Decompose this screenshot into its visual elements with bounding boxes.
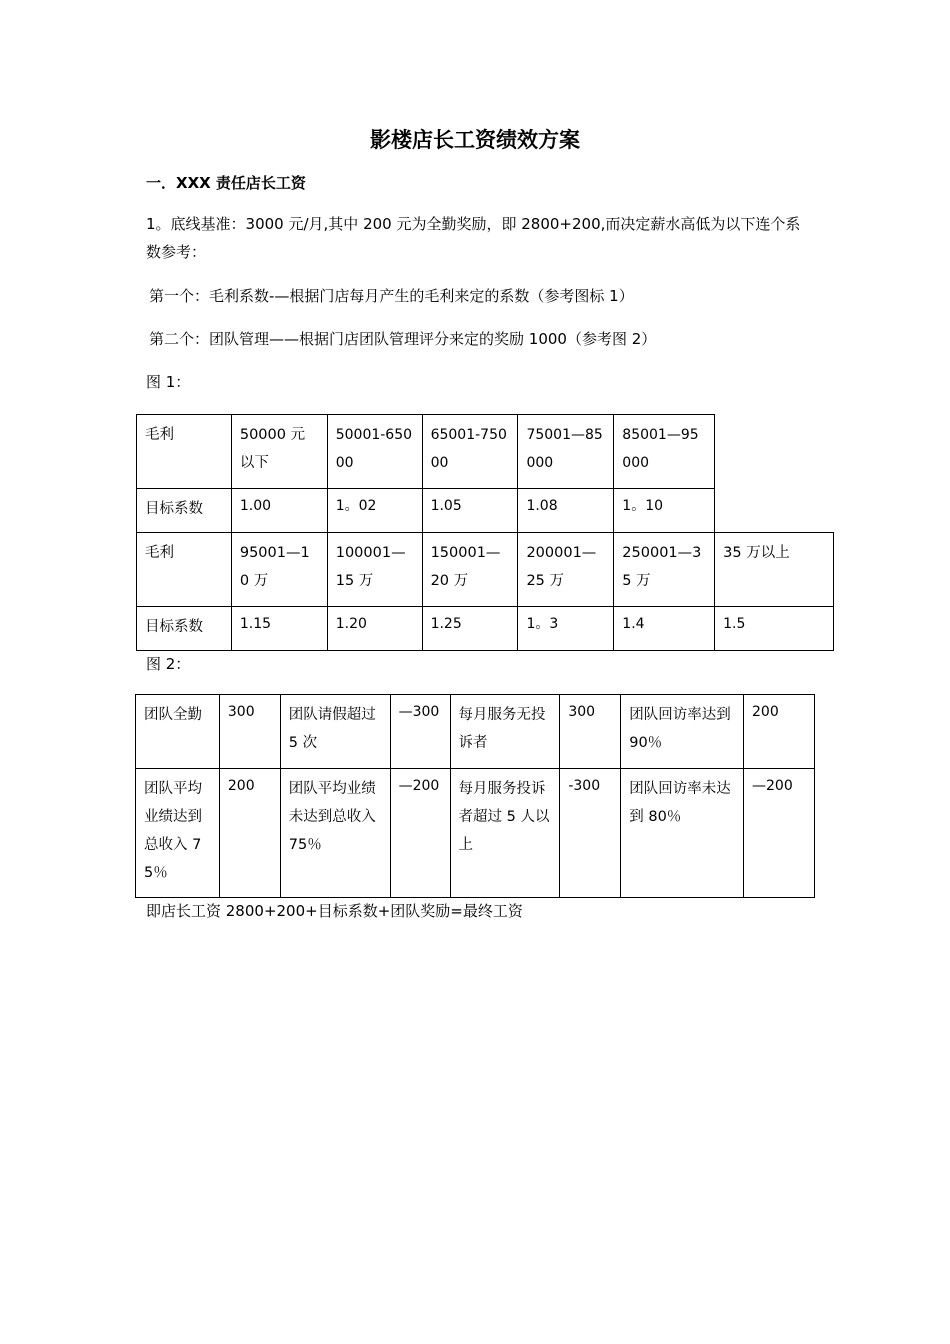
table-cell: 1.4 <box>614 607 715 651</box>
table-cell: 团队回访率达到 90％ <box>621 695 744 769</box>
table-cell: 85001—95000 <box>614 415 715 489</box>
table-cell: 毛利 <box>137 533 232 607</box>
table-cell: 团队请假超过 5 次 <box>280 695 390 769</box>
table-row <box>136 695 815 769</box>
table-row <box>137 533 834 607</box>
table-cell: 1。02 <box>327 489 422 533</box>
table-cell: 35 万以上 <box>715 533 834 607</box>
gross-profit-table <box>136 414 834 651</box>
table-cell: 1.08 <box>518 489 614 533</box>
table-cell: 200001—25 万 <box>518 533 614 607</box>
table-cell: 1.00 <box>231 489 327 533</box>
figure-1-label: 图 1： <box>146 373 191 391</box>
table-cell: 65001-75000 <box>422 415 518 489</box>
empty-cell <box>715 415 834 489</box>
table-cell: 200 <box>744 695 815 769</box>
table-cell: 1.20 <box>327 607 422 651</box>
document-title: 影楼店长工资绩效方案 <box>370 127 580 152</box>
table-cell: 目标系数 <box>137 607 232 651</box>
table-row <box>137 415 834 489</box>
table-cell: 1。10 <box>614 489 715 533</box>
section-heading: 一．XXX 责任店长工资 <box>146 174 306 192</box>
table-row <box>137 489 834 533</box>
table-row <box>137 607 834 651</box>
table-cell: 75001—85000 <box>518 415 614 489</box>
table-cell: 1.25 <box>422 607 518 651</box>
table-cell: 100001—15 万 <box>327 533 422 607</box>
table-cell: 150001—20 万 <box>422 533 518 607</box>
table-cell: 每月服务投诉者超过 5 人以上 <box>450 769 560 898</box>
table-cell: 每月服务无投诉者 <box>450 695 560 769</box>
table-cell: 毛利 <box>137 415 232 489</box>
paragraph-base-salary: 1。底线基准：3000 元/月,其中 200 元为全勤奖励，即 2800+200,而决定薪水高低为以下连个系数参考： <box>146 215 801 261</box>
table-cell: —300 <box>390 695 450 769</box>
table-cell: 团队平均业绩达到总收入 75％ <box>136 769 220 898</box>
table-cell: -300 <box>560 769 621 898</box>
table-cell: 1.5 <box>715 607 834 651</box>
table-cell: —200 <box>390 769 450 898</box>
table-cell: 300 <box>219 695 280 769</box>
table-cell: 50001-65000 <box>327 415 422 489</box>
table-cell: 1。3 <box>518 607 614 651</box>
table-cell: —200 <box>744 769 815 898</box>
table-cell: 300 <box>560 695 621 769</box>
table-cell: 250001—35 万 <box>614 533 715 607</box>
table-cell: 目标系数 <box>137 489 232 533</box>
empty-cell <box>715 489 834 533</box>
table-cell: 团队全勤 <box>136 695 220 769</box>
table-cell: 团队平均业绩未达到总收入 75％ <box>280 769 390 898</box>
table-cell: 50000 元以下 <box>231 415 327 489</box>
table-cell: 1.15 <box>231 607 327 651</box>
table-cell: 95001—10 万 <box>231 533 327 607</box>
paragraph-factor-two: 第二个：团队管理——根据门店团队管理评分来定的奖励 1000（参考图 2） <box>149 330 657 348</box>
table-cell: 200 <box>219 769 280 898</box>
salary-formula-note: 即店长工资 2800+200+目标系数+团队奖励=最终工资 <box>146 902 523 920</box>
team-management-table <box>135 694 815 898</box>
table-cell: 1.05 <box>422 489 518 533</box>
table-row <box>136 769 815 898</box>
table-cell: 团队回访率未达到 80％ <box>621 769 744 898</box>
figure-2-label: 图 2： <box>146 655 191 673</box>
paragraph-factor-one: 第一个：毛利系数-—根据门店每月产生的毛利来定的系数（参考图标 1） <box>149 287 634 305</box>
